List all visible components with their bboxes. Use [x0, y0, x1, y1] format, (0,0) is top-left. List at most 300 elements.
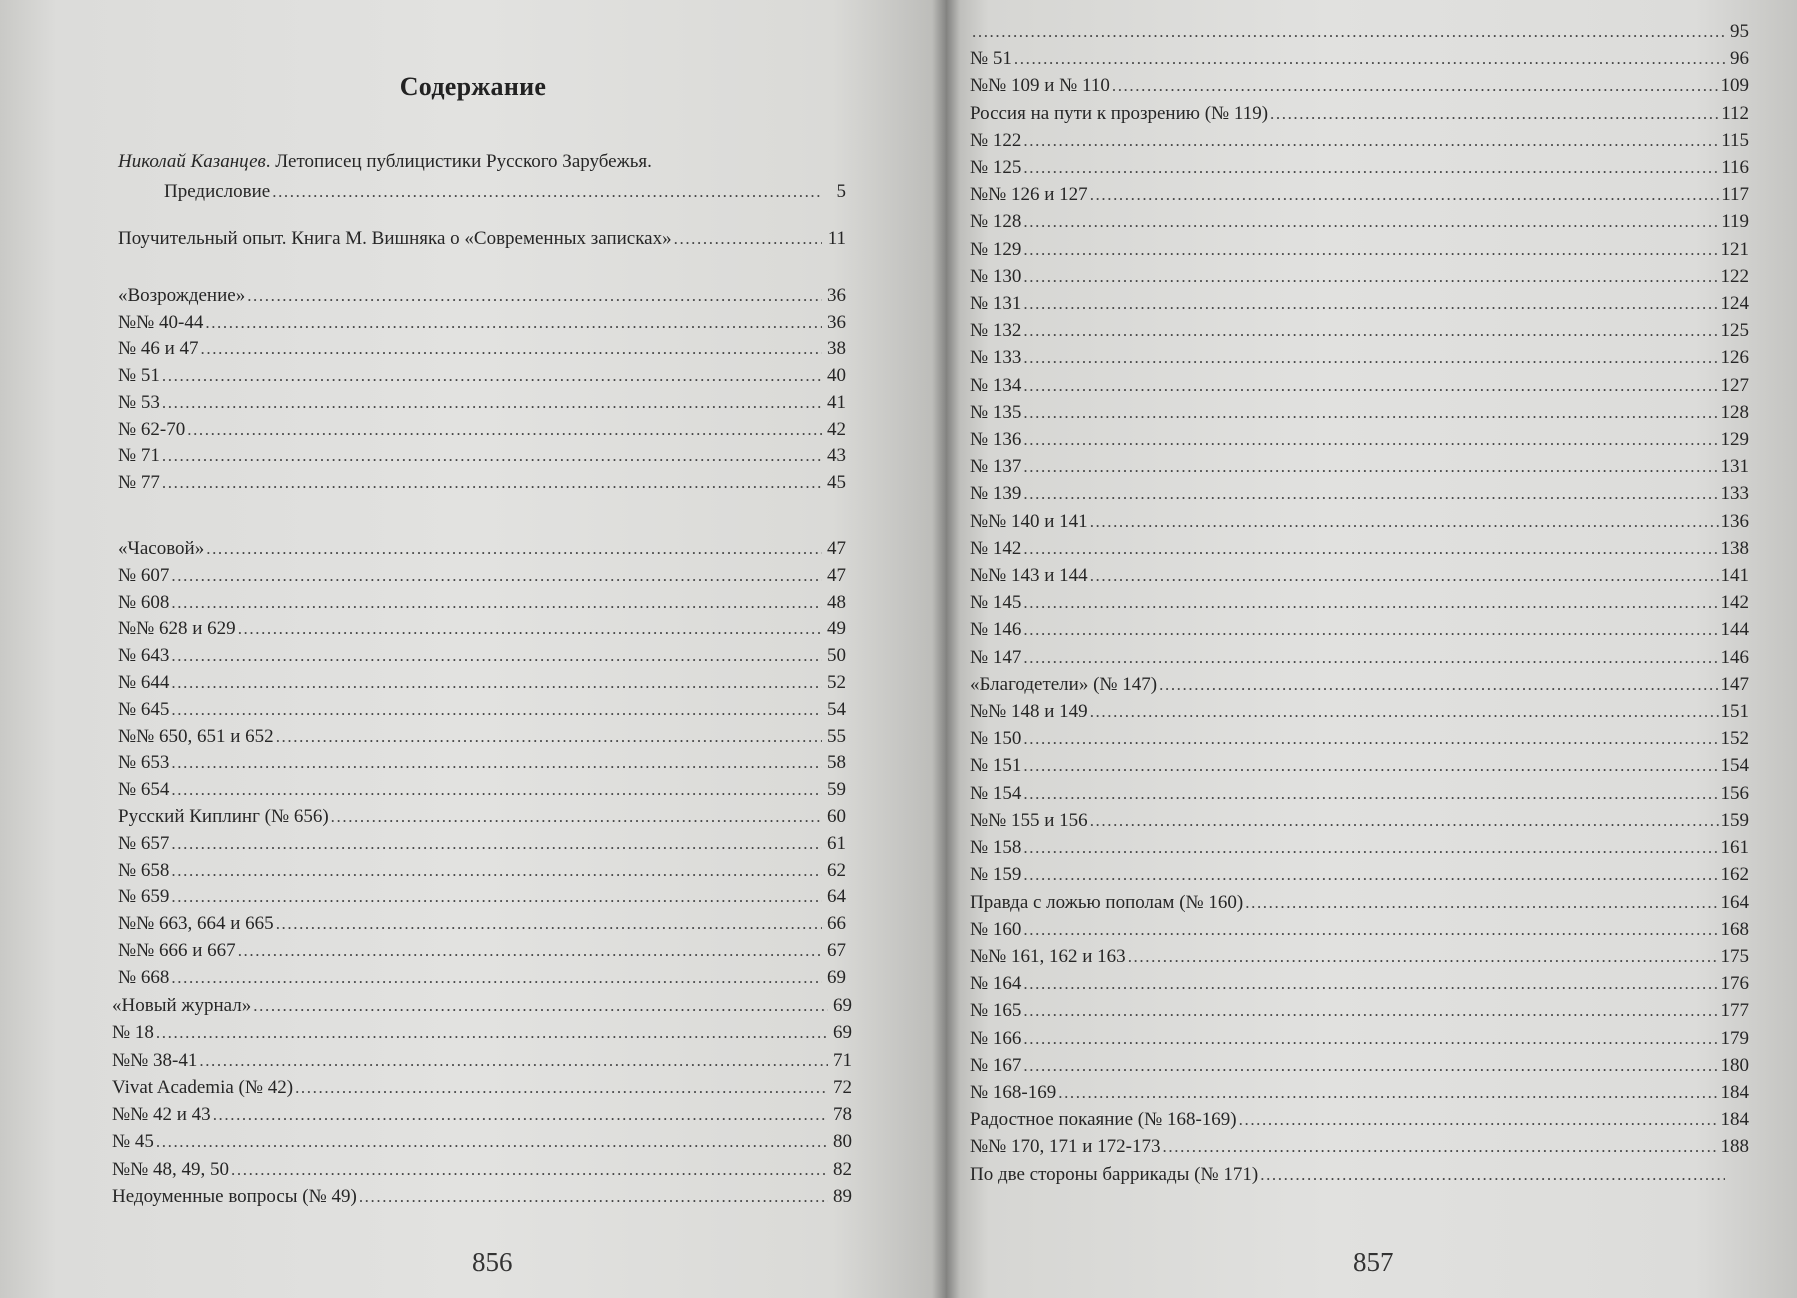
toc-entry[interactable]: [970, 997, 1749, 1024]
toc-page-number: 184: [1720, 1109, 1749, 1131]
toc-entry-label: № 146: [970, 619, 1022, 641]
toc-entry[interactable]: [118, 470, 846, 497]
toc-entry[interactable]: [970, 290, 1749, 317]
toc-entry[interactable]: [112, 992, 852, 1019]
toc-page-number: 121: [1720, 238, 1749, 260]
toc-page-number: 43: [827, 445, 846, 467]
toc-entry[interactable]: [118, 831, 846, 858]
leader-dots: [1058, 1079, 1718, 1106]
leader-dots: [674, 229, 822, 249]
toc-author: Николай Казанцев: [118, 151, 266, 172]
leader-dots: [1023, 399, 1718, 426]
leader-dots: [1023, 426, 1718, 453]
toc-page-number: 69: [827, 966, 846, 988]
toc-entry-label: № 71: [118, 445, 160, 467]
toc-entry[interactable]: [118, 938, 846, 965]
toc-entry[interactable]: [118, 750, 846, 777]
toc-entry[interactable]: [970, 916, 1749, 943]
toc-entry[interactable]: [970, 861, 1749, 888]
leader-dots: [1023, 535, 1718, 562]
toc-entry-label: . Летописец публицистики Русского Зарубежья.: [265, 151, 652, 172]
toc-entry-label: № 145: [970, 592, 1022, 614]
leader-dots: [1090, 508, 1719, 535]
toc-entry-label: № 659: [118, 886, 170, 908]
toc-page-number: 138: [1720, 537, 1749, 559]
leader-dots: [171, 965, 822, 992]
toc-entry[interactable]: [118, 670, 846, 697]
toc-page-number: 152: [1720, 728, 1749, 750]
leader-dots: [1023, 1025, 1718, 1052]
toc-entry[interactable]: [112, 1183, 852, 1210]
toc-page-number: 40: [827, 365, 846, 387]
leader-dots: [1023, 290, 1718, 317]
toc-entry[interactable]: [970, 399, 1749, 426]
toc-page-number: 47: [827, 564, 846, 586]
leader-dots: [331, 804, 822, 831]
toc-entry-label: № 132: [970, 320, 1022, 342]
leader-dots: [1014, 45, 1725, 72]
leader-dots: [1090, 807, 1719, 834]
toc-page-number: 176: [1720, 973, 1749, 995]
toc-page-number: 59: [827, 779, 846, 801]
toc-page-number: 41: [827, 391, 846, 413]
leader-dots: [213, 1101, 828, 1128]
toc-entry-label: №№ 126 и 127: [970, 184, 1088, 206]
toc-entry[interactable]: [970, 72, 1749, 99]
toc-entry-label: № 142: [970, 537, 1022, 559]
toc-entry-label: № 644: [118, 671, 170, 693]
leader-dots: [162, 470, 822, 497]
toc-entry[interactable]: [970, 671, 1749, 698]
toc-page-number: 95: [1730, 21, 1749, 42]
toc-page-number: 124: [1720, 293, 1749, 315]
toc-page-number: 50: [827, 645, 846, 667]
toc-page-number: 58: [827, 752, 846, 774]
leader-dots: [162, 443, 822, 470]
leader-dots: [1023, 752, 1718, 779]
toc-entry[interactable]: [970, 127, 1749, 154]
toc-entry[interactable]: [112, 1047, 852, 1074]
leader-dots: [272, 182, 822, 202]
toc-page-number: 154: [1720, 755, 1749, 777]
toc-entry[interactable]: [970, 181, 1749, 208]
toc-entry-label: № 607: [118, 564, 170, 586]
toc-entry-label: № 167: [970, 1054, 1022, 1076]
toc-entry[interactable]: [118, 858, 846, 885]
toc-entry-label: Радостное покаяние (№ 168-169): [970, 1109, 1237, 1131]
toc-entry-label: № 62-70: [118, 418, 186, 440]
toc-page-number: 116: [1721, 157, 1749, 179]
toc-entry-label: № 643: [118, 645, 170, 667]
toc-page-number: 64: [827, 886, 846, 908]
toc-page-number: 144: [1720, 619, 1749, 641]
toc-entry-label: № 147: [970, 646, 1022, 668]
toc-page-number: 164: [1720, 891, 1749, 913]
leader-dots: [162, 363, 822, 390]
toc-page-number: 48: [827, 591, 846, 613]
leader-dots: [1023, 616, 1718, 643]
toc-entry[interactable]: [970, 943, 1749, 970]
toc-page-number: 179: [1720, 1027, 1749, 1049]
toc-entry-label: № 168-169: [970, 1081, 1057, 1103]
toc-entry[interactable]: [970, 698, 1749, 725]
leader-dots: [231, 1156, 828, 1183]
toc-entry[interactable]: [112, 1101, 852, 1128]
page-title: Содержание: [399, 72, 547, 101]
toc-entry[interactable]: [112, 1074, 852, 1101]
toc-entry-label: №№ 42 и 43: [112, 1104, 211, 1126]
toc-entry-label: №№ 38-41: [112, 1049, 198, 1071]
leader-dots: [1023, 780, 1718, 807]
toc-entry-label: №№ 666 и 667: [118, 939, 236, 961]
toc-entry-label: № 45: [112, 1131, 154, 1153]
toc-entry[interactable]: [970, 426, 1749, 453]
toc-page-number: 89: [833, 1186, 852, 1208]
toc-entry-label: «Благодетели» (№ 147): [970, 673, 1158, 695]
toc-entry-label: № 164: [970, 973, 1022, 995]
toc-entry[interactable]: [970, 317, 1749, 344]
toc-entry-label: № 51: [118, 365, 160, 387]
toc-page-number: 96: [1730, 48, 1749, 70]
toc-entry-label: № 122: [970, 129, 1022, 151]
toc-entry-label: «Новый журнал»: [112, 995, 252, 1016]
toc-entry[interactable]: [970, 18, 1749, 45]
toc-page-number: 180: [1720, 1054, 1749, 1076]
toc-entry[interactable]: [118, 643, 846, 670]
toc-entry[interactable]: [118, 697, 846, 724]
toc-page-number: 78: [833, 1104, 852, 1126]
leader-dots: [1023, 644, 1718, 671]
toc-entry[interactable]: [970, 725, 1749, 752]
leader-dots: [1023, 372, 1718, 399]
toc-entry-label: № 159: [970, 864, 1022, 886]
right-page: [946, 0, 1797, 1298]
toc-entry-label: №№ 140 и 141: [970, 510, 1088, 532]
toc-entry[interactable]: [970, 1079, 1749, 1106]
toc-page-number: 61: [827, 832, 846, 854]
toc-entry-label: №№ 48, 49, 50: [112, 1158, 230, 1180]
toc-page-number: 159: [1720, 809, 1749, 831]
leader-dots: [359, 1183, 828, 1210]
toc-entry[interactable]: [970, 807, 1749, 834]
toc-page-number: 52: [827, 671, 846, 693]
leader-dots: [1245, 889, 1718, 916]
toc-entry-label: № 130: [970, 265, 1022, 287]
toc-entry-label: № 136: [970, 429, 1022, 451]
toc-entry-label: №№ 628 и 629: [118, 618, 236, 640]
toc-entry[interactable]: [118, 336, 846, 363]
toc-page-number: 133: [1720, 483, 1749, 505]
leader-dots: [1163, 1133, 1719, 1160]
leader-dots: [1023, 916, 1718, 943]
toc-entry[interactable]: [118, 616, 846, 643]
leader-dots: [1270, 100, 1719, 127]
toc-entry-label: № 658: [118, 859, 170, 881]
leader-dots: [1023, 317, 1718, 344]
toc-entry[interactable]: [970, 1133, 1749, 1160]
toc-page-number: 131: [1720, 456, 1749, 478]
toc-entry-label: №№ 170, 171 и 172-173: [970, 1136, 1161, 1158]
toc-entry[interactable]: [118, 283, 846, 310]
toc-page-number: 117: [1721, 184, 1749, 206]
toc-entry[interactable]: [970, 780, 1749, 807]
leader-dots: [1090, 181, 1720, 208]
toc-entry[interactable]: [970, 1161, 1749, 1188]
leader-dots: [238, 938, 822, 965]
leader-dots: [1023, 236, 1718, 263]
toc-entry[interactable]: [970, 480, 1749, 507]
leader-dots: [1159, 671, 1718, 698]
toc-left: [118, 151, 846, 274]
leader-dots: [238, 616, 822, 643]
toc-entry[interactable]: [970, 535, 1749, 562]
toc-entry-label: № 160: [970, 918, 1022, 940]
toc-page-number: 126: [1720, 347, 1749, 369]
toc-entry-label: Недоуменные вопросы (№ 49): [112, 1186, 357, 1208]
toc-entry-label: № 135: [970, 401, 1022, 423]
leader-dots: [171, 858, 822, 885]
leader-dots: [1023, 263, 1718, 290]
toc-page-number: 60: [827, 805, 846, 827]
leader-dots: [1090, 698, 1719, 725]
toc-entry-label: № 46 и 47: [118, 338, 199, 360]
toc-entry-label: № 654: [118, 779, 170, 801]
toc-left-group-2: [118, 524, 846, 992]
toc-entry[interactable]: [970, 344, 1749, 371]
toc-page-number: 45: [827, 471, 846, 493]
leader-dots: [1023, 480, 1718, 507]
toc-entry[interactable]: [970, 453, 1749, 480]
toc-page-number: 11: [827, 228, 846, 249]
toc-entry[interactable]: [970, 562, 1749, 589]
toc-entry-label: По две стороны баррикады (№ 171): [970, 1163, 1259, 1185]
toc-page-number: 112: [1721, 102, 1749, 124]
toc-entry-label: Vivat Academia (№ 42): [112, 1076, 294, 1098]
toc-entry[interactable]: [118, 181, 846, 228]
toc-page-number: 146: [1720, 646, 1749, 668]
toc-entry-label: № 134: [970, 374, 1022, 396]
toc-entry-label: Предисловие: [164, 181, 271, 202]
leader-dots: [171, 777, 822, 804]
toc-entry[interactable]: [970, 154, 1749, 181]
toc-page-number: 36: [827, 285, 846, 306]
toc-page-number: 162: [1720, 864, 1749, 886]
toc-entry-label: №№ 663, 664 и 665: [118, 913, 274, 935]
toc-entry[interactable]: [970, 372, 1749, 399]
leader-dots: [171, 697, 822, 724]
leader-dots: [1023, 344, 1718, 371]
leader-dots: [171, 643, 822, 670]
toc-page-number: 128: [1720, 401, 1749, 423]
leader-dots: [1023, 154, 1719, 181]
toc-page-number: 161: [1720, 837, 1749, 859]
leader-dots: [253, 992, 828, 1019]
toc-entry-label: № 150: [970, 728, 1022, 750]
toc-page-number: 119: [1721, 211, 1749, 233]
leader-dots: [171, 750, 822, 777]
toc-page-number: 127: [1720, 374, 1749, 396]
toc-page-number: 147: [1720, 673, 1749, 695]
leader-dots: [1112, 72, 1719, 99]
toc-page-number: 71: [833, 1049, 852, 1071]
toc-page-number: 69: [833, 1022, 852, 1044]
toc-entry[interactable]: [970, 616, 1749, 643]
toc-entry-label: №№ 650, 651 и 652: [118, 725, 274, 747]
leader-dots: [1023, 127, 1719, 154]
toc-page-number: 72: [833, 1076, 852, 1098]
toc-entry[interactable]: [970, 644, 1749, 671]
leader-dots: [1239, 1106, 1719, 1133]
toc-entry-label: № 165: [970, 1000, 1022, 1022]
leader-dots: [1023, 1052, 1718, 1079]
toc-entry-label: №№ 161, 162 и 163: [970, 945, 1126, 967]
toc-entry-label: «Возрождение»: [118, 285, 246, 306]
toc-entry[interactable]: [970, 263, 1749, 290]
toc-entry[interactable]: [970, 208, 1749, 235]
leader-dots: [199, 1047, 828, 1074]
toc-page-number: 54: [827, 698, 846, 720]
toc-entry-label: Поучительный опыт. Книга М. Вишняка о «Современных записках»: [118, 228, 672, 249]
toc-entry-label: № 668: [118, 966, 170, 988]
toc-entry[interactable]: [112, 1128, 852, 1155]
toc-entry-label: № 645: [118, 698, 170, 720]
toc-page-number: 62: [827, 859, 846, 881]
leader-dots: [162, 390, 822, 417]
toc-entry[interactable]: [118, 536, 846, 563]
toc-page-number: 69: [833, 995, 852, 1016]
toc-entry-label: № 166: [970, 1027, 1022, 1049]
toc-entry[interactable]: [118, 310, 846, 337]
leader-dots: [206, 536, 822, 563]
toc-entry-label: № 151: [970, 755, 1022, 777]
toc-entry[interactable]: [970, 100, 1749, 127]
leader-dots: [1023, 589, 1718, 616]
toc-page-number: 151: [1720, 701, 1749, 723]
toc-entry-label: №№ 143 и 144: [970, 565, 1088, 587]
toc-entry-label: № 158: [970, 837, 1022, 859]
toc-left-group-1: [118, 283, 846, 497]
toc-entry[interactable]: [118, 724, 846, 751]
toc-entry[interactable]: [112, 1019, 852, 1046]
toc-page-number: 129: [1720, 429, 1749, 451]
toc-entry-label: № 53: [118, 391, 160, 413]
toc-entry-label: № 125: [970, 157, 1022, 179]
toc-entry[interactable]: [118, 443, 846, 470]
leader-dots: [1128, 943, 1719, 970]
toc-entry[interactable]: [118, 563, 846, 590]
leader-dots: [205, 310, 822, 337]
page-number: 857: [1353, 1247, 1394, 1277]
toc-page-number: 142: [1720, 592, 1749, 614]
toc-entry-label: № 137: [970, 456, 1022, 478]
leader-dots: [1023, 861, 1718, 888]
toc-entry[interactable]: [118, 965, 846, 992]
toc-entry[interactable]: [970, 970, 1749, 997]
toc-entry[interactable]: [118, 228, 846, 274]
toc-entry[interactable]: [118, 151, 846, 181]
toc-page-number: 122: [1720, 265, 1749, 287]
leader-dots: [1023, 208, 1719, 235]
toc-entry[interactable]: [118, 390, 846, 417]
leader-dots: [171, 884, 822, 911]
toc-entry-label: №№ 40-44: [118, 311, 204, 333]
leader-dots: [156, 1019, 828, 1046]
toc-entry[interactable]: [118, 363, 846, 390]
toc-entry-label: № 154: [970, 782, 1022, 804]
toc-entry-label: № 128: [970, 211, 1022, 233]
toc-page-number: 47: [827, 538, 846, 559]
leader-dots: [247, 283, 822, 310]
leader-dots: [171, 563, 822, 590]
toc-page-number: 175: [1720, 945, 1749, 967]
toc-left-group-3: [112, 992, 852, 1210]
toc-entry[interactable]: [112, 1156, 852, 1183]
toc-page-number: 82: [833, 1158, 852, 1180]
toc-page-number: 136: [1720, 510, 1749, 532]
toc-entry[interactable]: [970, 508, 1749, 535]
toc-entry[interactable]: [118, 884, 846, 911]
toc-entry[interactable]: [970, 236, 1749, 263]
leader-dots: [1023, 834, 1718, 861]
toc-entry[interactable]: [118, 590, 846, 617]
toc-entry[interactable]: [118, 777, 846, 804]
toc-entry[interactable]: [118, 911, 846, 938]
toc-entry-label: № 133: [970, 347, 1022, 369]
page-number: 856: [472, 1247, 513, 1277]
toc-entry-label: № 608: [118, 591, 170, 613]
toc-page-number: 5: [836, 181, 846, 202]
toc-entry-label: №№ 155 и 156: [970, 809, 1088, 831]
toc-entry-label: Правда с ложью пополам (№ 160): [970, 891, 1244, 913]
toc-entry-label: № 657: [118, 832, 170, 854]
toc-entry[interactable]: [970, 889, 1749, 916]
toc-page-number: 42: [827, 418, 846, 440]
toc-page-number: 55: [827, 725, 846, 747]
toc-entry-label: Россия на пути к прозрению (№ 119): [970, 102, 1269, 124]
toc-entry[interactable]: [970, 752, 1749, 779]
leader-dots: [201, 336, 822, 363]
toc-entry[interactable]: [970, 834, 1749, 861]
toc-entry[interactable]: [970, 1052, 1749, 1079]
leader-dots: [1023, 970, 1718, 997]
toc-right: [970, 18, 1749, 1188]
toc-page-number: 109: [1720, 75, 1749, 97]
toc-entry-label: «Часовой»: [118, 538, 205, 559]
toc-entry[interactable]: [970, 1025, 1749, 1052]
toc-entry-label: № 77: [118, 471, 160, 493]
leader-dots: [1090, 562, 1719, 589]
toc-entry[interactable]: [970, 1106, 1749, 1133]
toc-entry[interactable]: [118, 417, 846, 444]
leader-dots: [295, 1074, 828, 1101]
toc-page-number: 36: [827, 311, 846, 333]
toc-page-number: 49: [827, 618, 846, 640]
toc-entry-label: №№ 109 и № 110: [970, 75, 1110, 97]
toc-entry-label: № 139: [970, 483, 1022, 505]
toc-page-number: 184: [1720, 1081, 1749, 1103]
toc-entry-label: №№ 148 и 149: [970, 701, 1088, 723]
toc-page-number: 38: [827, 338, 846, 360]
toc-entry[interactable]: [970, 589, 1749, 616]
toc-entry-label: № 131: [970, 293, 1022, 315]
toc-entry[interactable]: [970, 45, 1749, 72]
leader-dots: [171, 831, 822, 858]
toc-page-number: 168: [1720, 918, 1749, 940]
toc-page-number: 188: [1720, 1136, 1749, 1158]
toc-entry-label: № 129: [970, 238, 1022, 260]
toc-entry[interactable]: [118, 804, 846, 831]
leader-dots: [276, 724, 822, 751]
